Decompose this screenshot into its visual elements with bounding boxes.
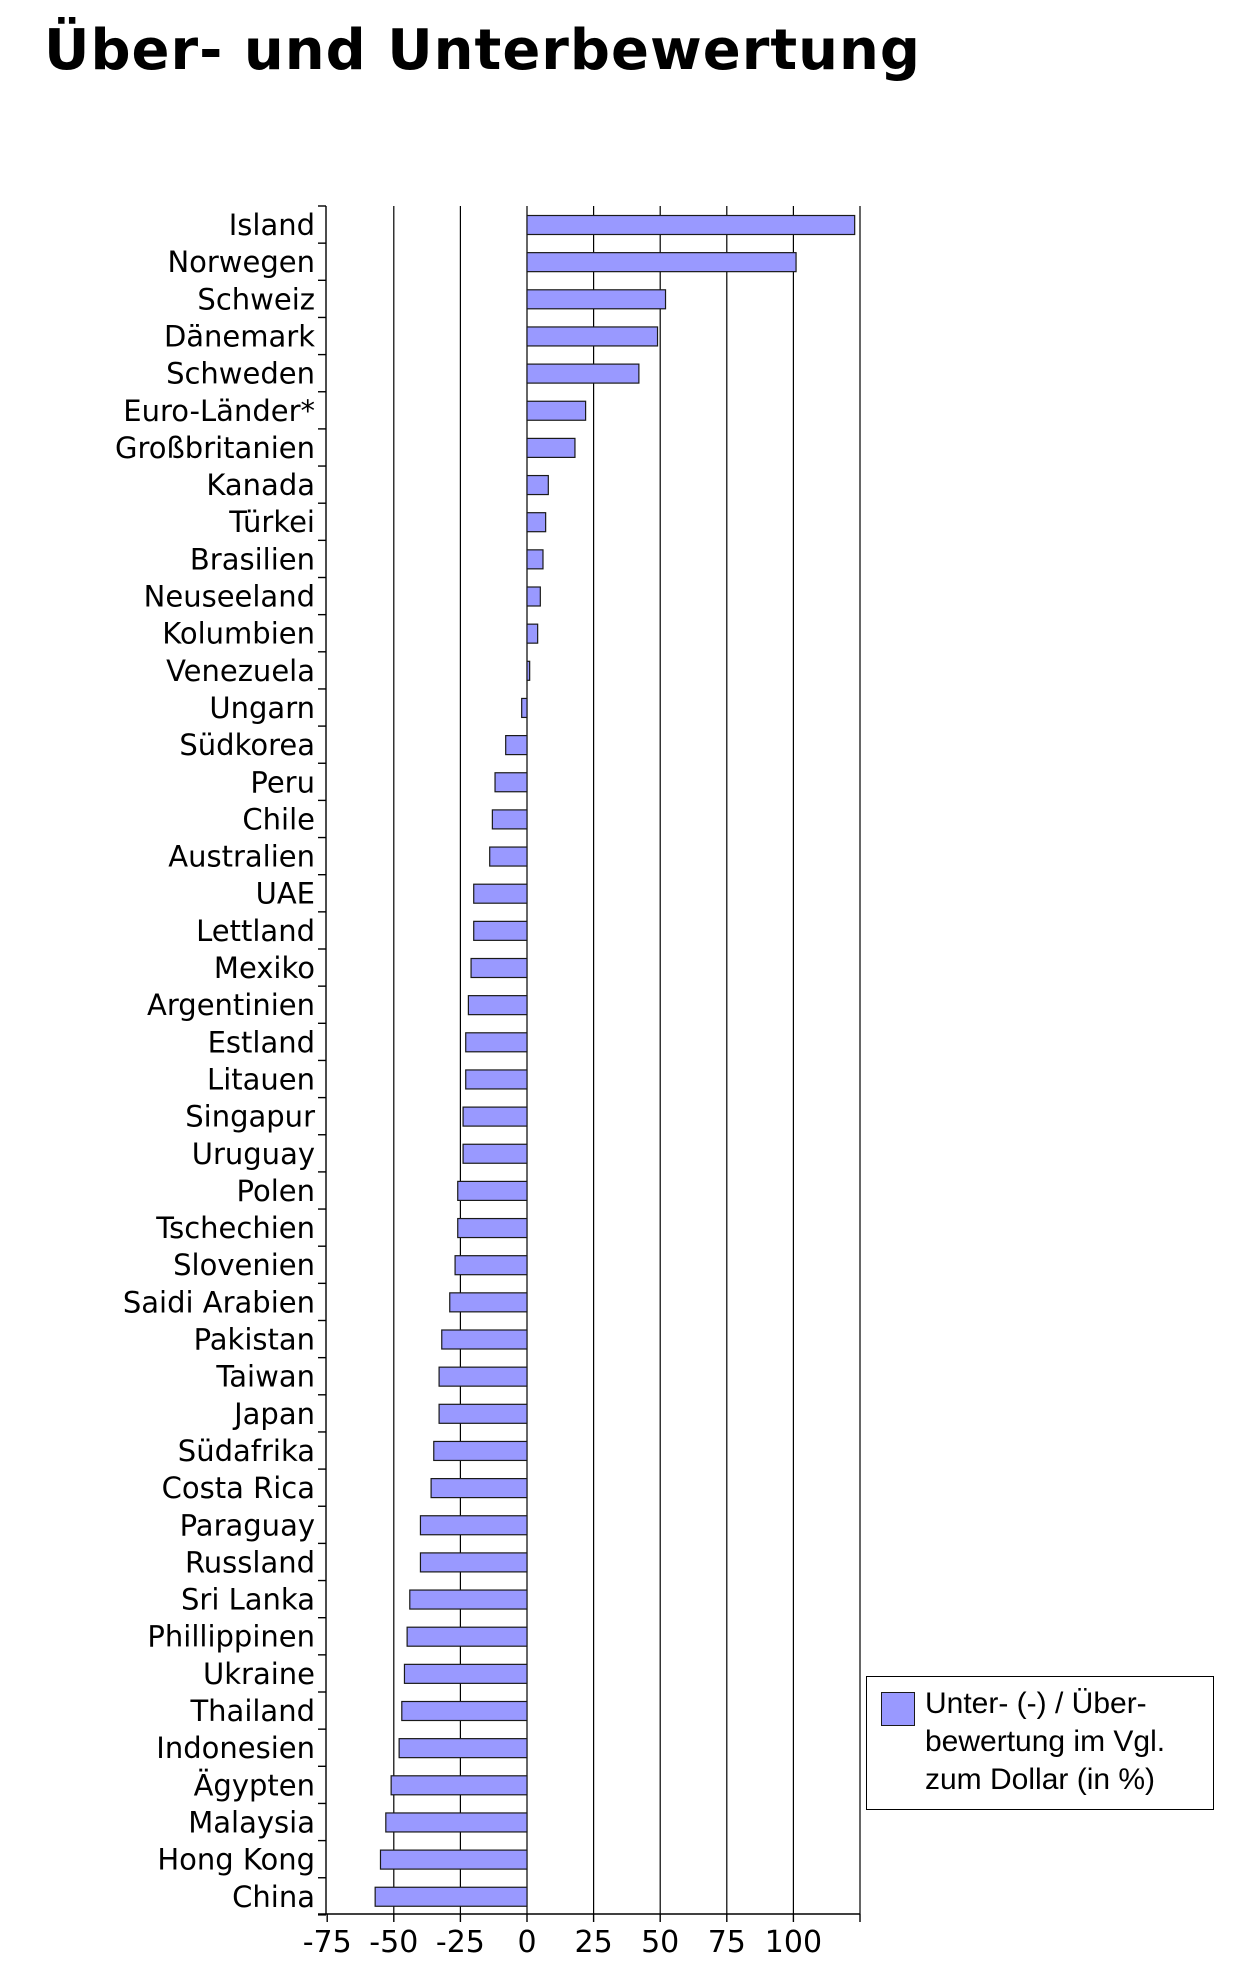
category-label: Russland [184, 1545, 315, 1580]
category-label: Peru [250, 765, 315, 800]
category-label: Australien [168, 839, 315, 874]
category-label: Türkei [229, 505, 315, 540]
bar [492, 810, 527, 829]
x-tick-label: -50 [369, 1925, 419, 1960]
bar [490, 847, 527, 866]
x-tick-label: 50 [641, 1925, 680, 1960]
bar [466, 1070, 527, 1089]
category-label: Schweden [166, 356, 315, 391]
legend [866, 1676, 1214, 1810]
bar [527, 587, 540, 606]
category-label: Polen [236, 1173, 315, 1208]
bar [463, 1107, 527, 1126]
bar [404, 1664, 527, 1683]
legend-swatch [881, 1692, 915, 1726]
bar [527, 476, 548, 495]
category-label: Malaysia [188, 1805, 315, 1840]
bar [455, 1256, 527, 1275]
bar [474, 884, 527, 903]
category-label: Phillippinen [147, 1619, 315, 1654]
bar [410, 1590, 527, 1609]
category-label: Uruguay [191, 1136, 315, 1171]
category-label: Paraguay [179, 1508, 315, 1543]
bar [402, 1702, 527, 1721]
bar [420, 1516, 527, 1535]
category-label: Kanada [206, 468, 315, 503]
bar [380, 1850, 527, 1869]
bar [420, 1553, 527, 1572]
category-label: Sri Lanka [181, 1582, 315, 1617]
bars [375, 216, 855, 1907]
category-label: Ungarn [209, 690, 315, 725]
bar [391, 1776, 527, 1795]
category-label: Großbritanien [115, 430, 315, 465]
bar [506, 736, 527, 755]
legend-label: Unter- (-) / Über- bewertung im Vgl. zum Dollar (in %) [925, 1687, 1166, 1796]
bar [434, 1441, 527, 1460]
bar [474, 921, 527, 940]
tick-labels [303, 1925, 822, 1960]
category-label: UAE [255, 876, 315, 911]
x-tick-label: 25 [574, 1925, 613, 1960]
bar [399, 1739, 527, 1758]
bar [527, 661, 530, 680]
category-label: Ukraine [203, 1656, 315, 1691]
x-tick-label: 100 [764, 1925, 823, 1960]
bar [527, 327, 658, 346]
category-label: Costa Rica [161, 1471, 315, 1506]
bar [527, 513, 546, 532]
category-label: Norwegen [167, 245, 315, 280]
category-labels [115, 208, 315, 1914]
bar [458, 1219, 527, 1238]
category-label: Ägypten [193, 1768, 315, 1803]
bar [431, 1479, 527, 1498]
bar [450, 1293, 527, 1312]
bar [439, 1367, 527, 1386]
bar [527, 438, 575, 457]
x-tick-label: -75 [302, 1925, 352, 1960]
category-label: Lettland [196, 913, 315, 948]
bar [527, 401, 586, 420]
category-label: Pakistan [193, 1322, 315, 1357]
category-label: Brasilien [189, 542, 315, 577]
category-label: Argentinien [147, 988, 315, 1023]
category-label: Hong Kong [157, 1842, 315, 1877]
gridlines [394, 206, 860, 1914]
chart-title: Über- und Unterbewertung [44, 18, 921, 83]
bar [375, 1887, 527, 1906]
bar [442, 1330, 527, 1349]
category-label: Thailand [190, 1694, 315, 1728]
bar [407, 1627, 527, 1646]
bar [527, 290, 666, 309]
bar [527, 550, 543, 569]
category-label: Schweiz [197, 282, 315, 317]
bar [527, 253, 796, 272]
category-label: China [232, 1879, 315, 1914]
bar [439, 1404, 527, 1423]
category-label: Island [228, 208, 315, 242]
category-label: Südafrika [177, 1433, 315, 1468]
category-label: Japan [234, 1396, 315, 1431]
bar [468, 996, 527, 1015]
category-label: Litauen [207, 1062, 315, 1097]
category-label: Dänemark [163, 319, 315, 354]
bar [466, 1033, 527, 1052]
category-label: Mexiko [213, 951, 315, 985]
category-label: Estland [207, 1025, 315, 1060]
bar [463, 1144, 527, 1163]
category-label: Chile [242, 802, 315, 837]
x-tick-label: -25 [435, 1925, 485, 1960]
category-label: Südkorea [179, 728, 315, 763]
category-label: Indonesien [156, 1731, 315, 1766]
category-label: Kolumbien [162, 616, 315, 651]
category-label: Euro-Länder* [123, 393, 315, 428]
bar [386, 1813, 527, 1832]
x-tick-label: 0 [517, 1925, 537, 1960]
bar [522, 698, 527, 717]
category-label: Venezuela [166, 653, 315, 688]
bar [458, 1181, 527, 1200]
axes [318, 206, 860, 1922]
category-label: Neuseeland [143, 579, 315, 614]
category-label: Tschechien [156, 1211, 315, 1246]
bar [527, 216, 855, 235]
category-label: Taiwan [216, 1359, 315, 1394]
category-label: Slovenien [173, 1248, 315, 1283]
category-label: Saidi Arabien [122, 1285, 315, 1320]
x-tick-label: 75 [707, 1925, 746, 1960]
bar [527, 364, 639, 383]
bar [527, 624, 538, 643]
bar [495, 773, 527, 792]
category-label: Singapur [185, 1099, 315, 1134]
bar [471, 959, 527, 978]
